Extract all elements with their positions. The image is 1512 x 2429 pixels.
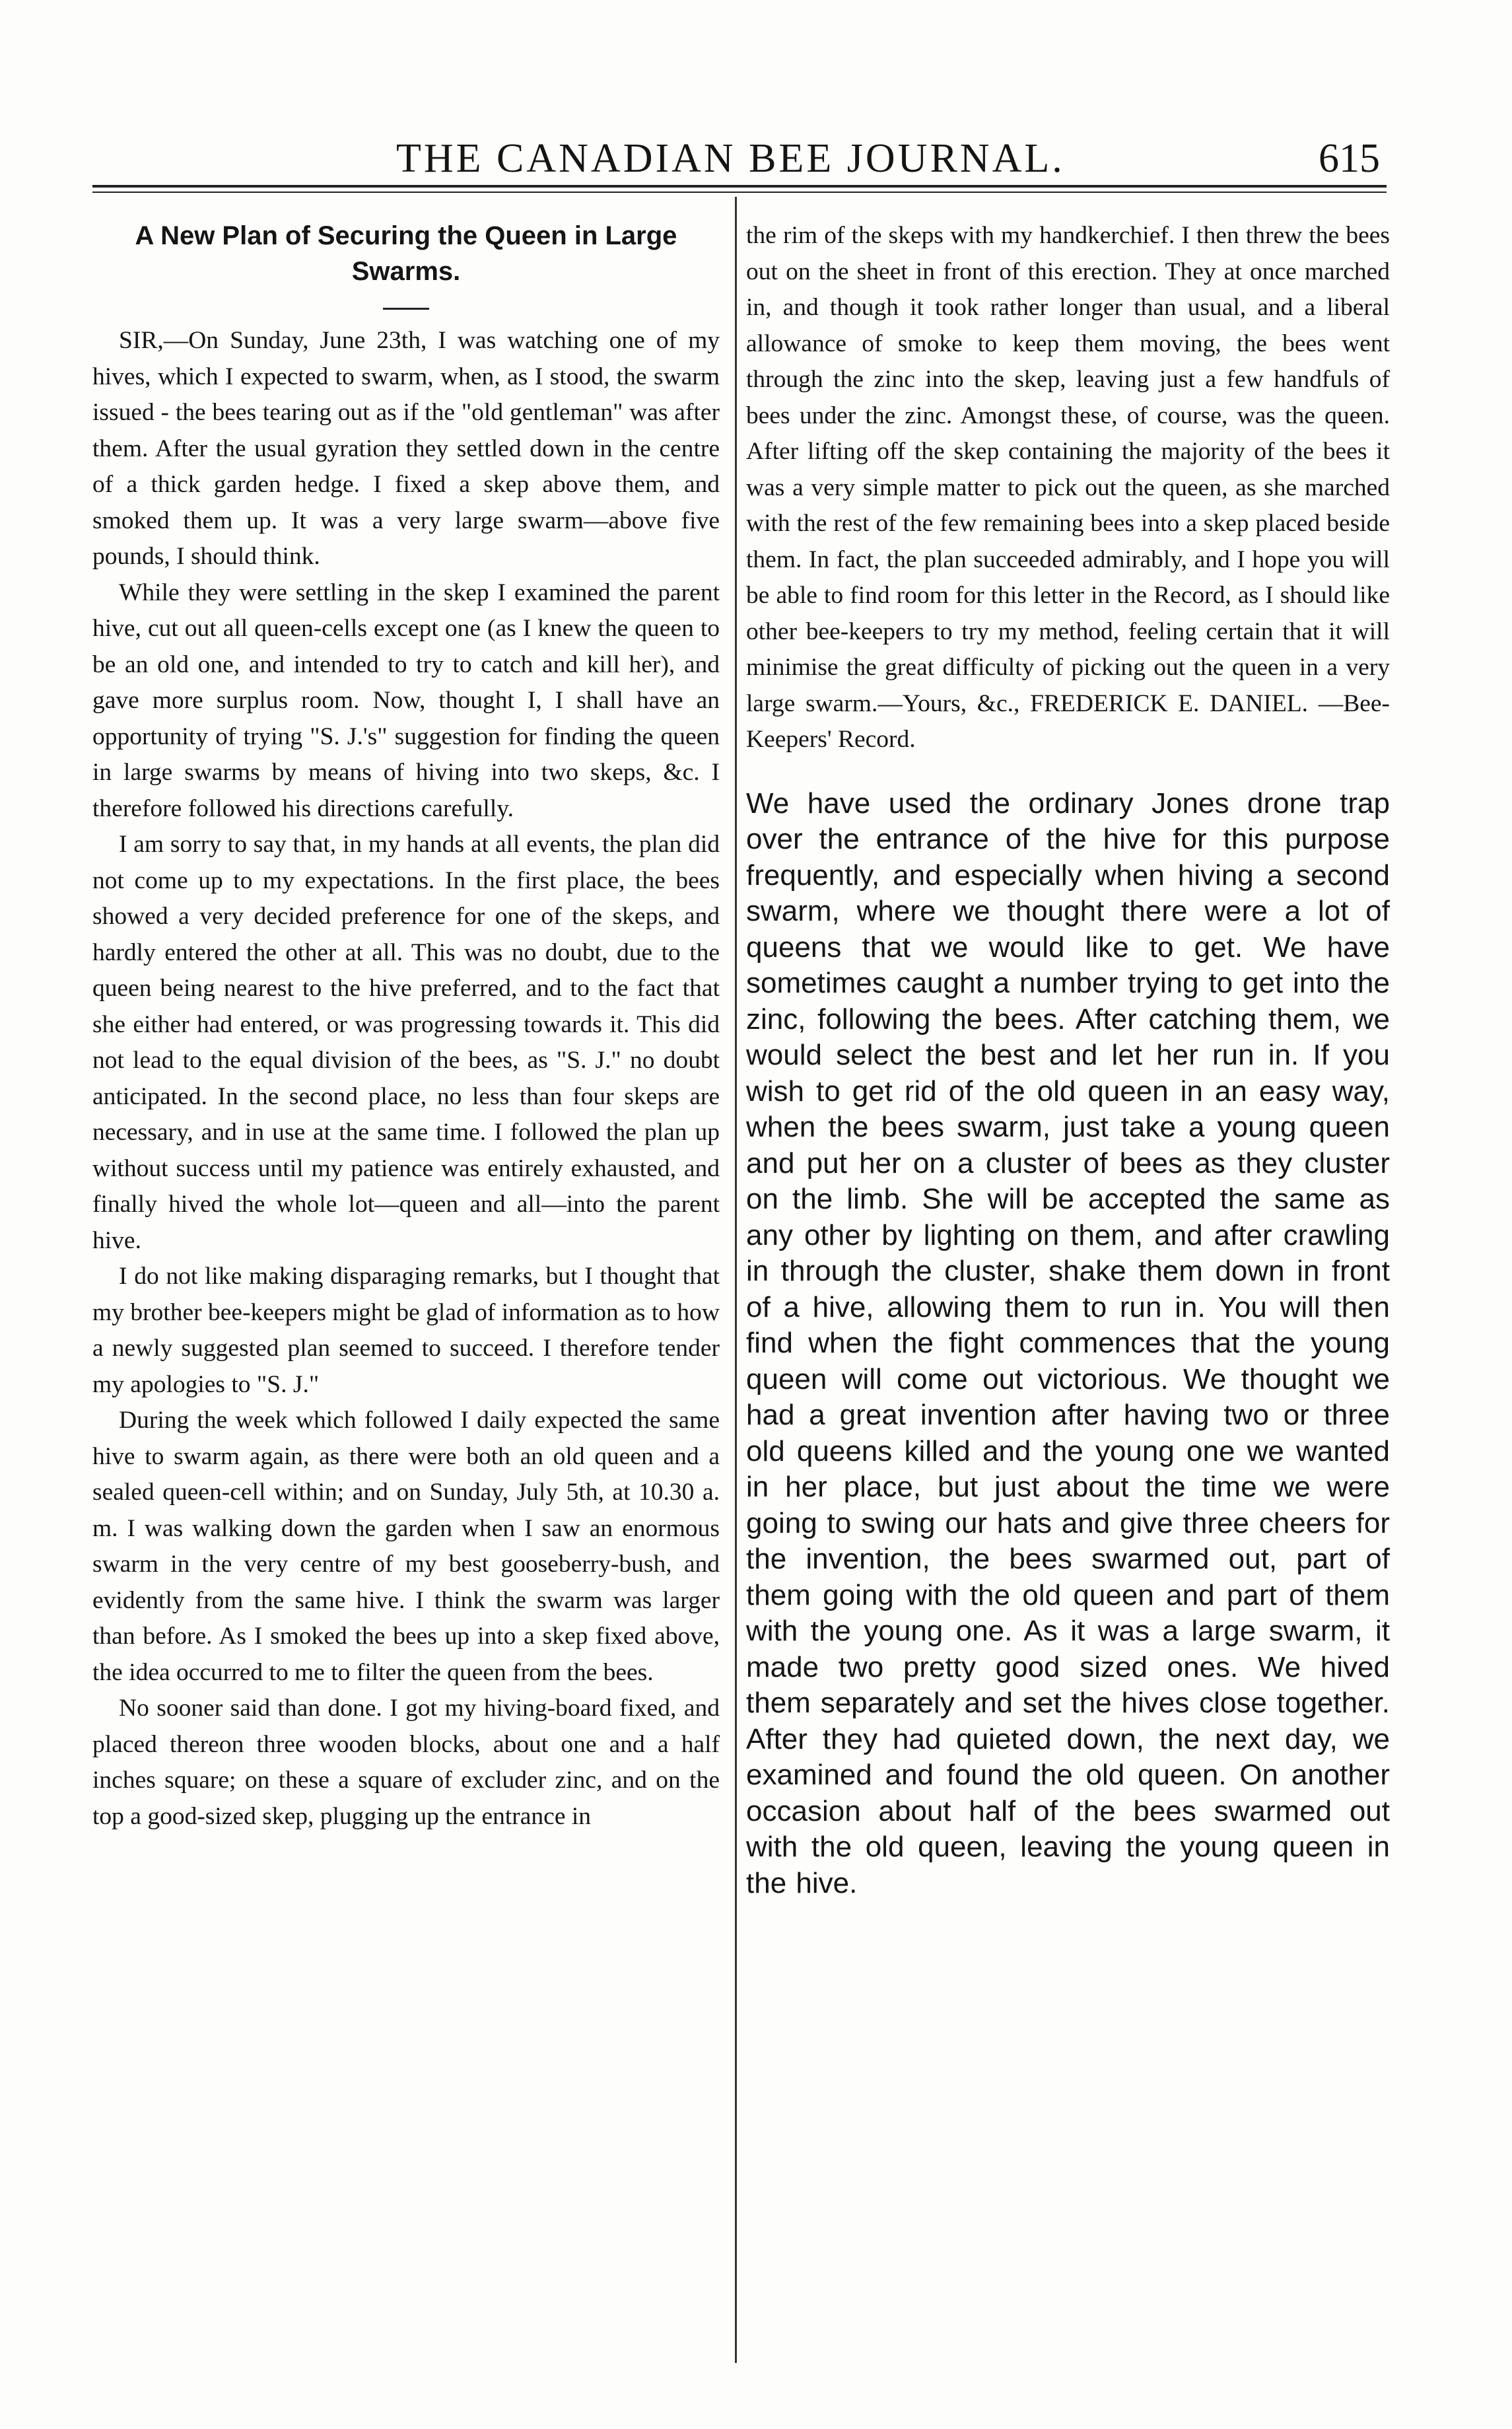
article-paragraph: SIR,—On Sunday, June 23th, I was watching one of my hives, which I expected to swarm, when, as I stood, the swarm issued - the bees tearing out as if the "old gentleman" was after them. After the usual gyration they settled down in the centre of a thick garden hedge. I fixed a skep above them, and smoked them up. It was a very large swarm—above five pounds, I should think.: [92, 327, 720, 570]
running-title: THE CANADIAN BEE JOURNAL.: [396, 136, 1065, 181]
left-column: [92, 208, 720, 1835]
page-header: [92, 135, 1380, 182]
article-body: [92, 323, 720, 1835]
article-paragraph: No sooner said than done. I got my hiving-board fixed, and placed thereon three wooden blocks, about one and a half inches square; on these a square of excluder zinc, and on the top a good-sized skep, plugging up the entrance in: [92, 1695, 720, 1830]
author-signature: FREDERICK E. DANIEL.: [1030, 689, 1309, 717]
editor-note: We have used the ordinary Jones drone trap over the entrance of the hive for this purpose frequently, and especially when hiving a second swarm, where we thought there were a lot of queens that we would like to get. We have sometimes caught a number trying to get into the zinc, following the bees. After catching them, we would select the best and let her run in. If you wish to get rid of the old queen in an easy way, when the bees swarm, just take a young queen and put her on a cluster of bees as they cluster on the limb. She will be accepted the same as any other by lighting on them, and after crawling in through the cluster, shake them down in front of a hive, allowing them to run in. You will then find when the fight commences that the young queen will come out victorious. We thought we had a great invention after having two or three old queens killed and the young one we wanted in her place, but just about the time we were going to swing our hats and give three cheers for the invention, the bees swarmed out, part of them going with the old queen and part of them with the young one. As it was a large swarm, it made two pretty good sized ones. We hived them separately and set the hives close together. After they had quieted down, the next day, we examined and found the old queen. On another occasion about half of the bees swarmed out with the old queen, leaving the young queen in the hive.: [746, 787, 1390, 1899]
title-rule: [383, 308, 429, 310]
article-continuation: [746, 218, 1390, 758]
article-title: A New Plan of Securing the Queen in Large Swarms.: [135, 221, 677, 286]
header-rule: [92, 185, 1387, 188]
column-divider: [735, 197, 737, 2363]
article-paragraph: During the week which followed I daily expected the same hive to swarm again, as there were both an old queen and a sealed queen-cell within; and on Sunday, July 5th, at 10.30 a. m. I was walking down the garden when I saw an enormous swarm in the very centre of my best gooseberry-bush, and evidently from the same hive. I think the swarm was larger than before. As I smoked the bees up into a skep fixed above, the idea occurred to me to filter the queen from the bees.: [92, 1407, 720, 1686]
page-number: 615: [1319, 136, 1380, 181]
header-rule-thin: [92, 192, 1387, 193]
article-paragraph: I am sorry to say that, in my hands at all events, the plan did not come up to my expectations. In the first place, the bees showed a very decided preference for one of the skeps, and hardly entered the other at all. This was no doubt, due to the queen being nearest to the hive preferred, and to the fact that she either had entered, or was progressing towards it. This did not lead to the equal division of the bees, as "S. J." no doubt anticipated. In the second place, no less than four skeps are necessary, and in use at the same time. I followed the plan up without success until my patience was entirely exhausted, and finally hived the whole lot—queen and all—into the parent hive.: [92, 831, 720, 1254]
source-credit: —Bee-Keepers' Record.: [746, 689, 1391, 753]
article-paragraph: While they were settling in the skep I examined the parent hive, cut out all queen-cells except one (as I knew the queen to be an old one, and intended to try to catch and kill her), and gave more surplus room. Now, thought I, I shall have an opportunity of trying "S. J.'s" suggestion for finding the queen in large swarms by means of hiving into two skeps, &c. I therefore followed his directions carefully.: [92, 579, 720, 822]
continuation-text: the rim of the skeps with my handkerchief. I then threw the bees out on the sheet in front of this erection. They at once marched in, and though it took rather longer than usual, and a liberal allowance of smoke to keep them moving, the bees went through the zinc into the skep, leaving just a few handfuls of bees under the zinc. Amongst these, of course, was the queen. After lifting off the skep containing the majority of the bees it was a very simple matter to pick out the queen, as she marched with the rest of the few remaining bees into a skep placed beside them. In fact, the plan succeeded admirably, and I hope you will be able to find room for this letter in the Record, as I should like other bee-keepers to try my method, feeling certain that it will minimise the great difficulty of picking out the queen in a very large swarm.—Yours, &c.,: [746, 222, 1390, 717]
article-paragraph: I do not like making disparaging remarks, but I thought that my brother bee-keepers might be glad of information as to how a newly suggested plan seemed to succeed. I therefore tender my apologies to "S. J.": [92, 1263, 720, 1398]
right-column: [746, 218, 1390, 1901]
